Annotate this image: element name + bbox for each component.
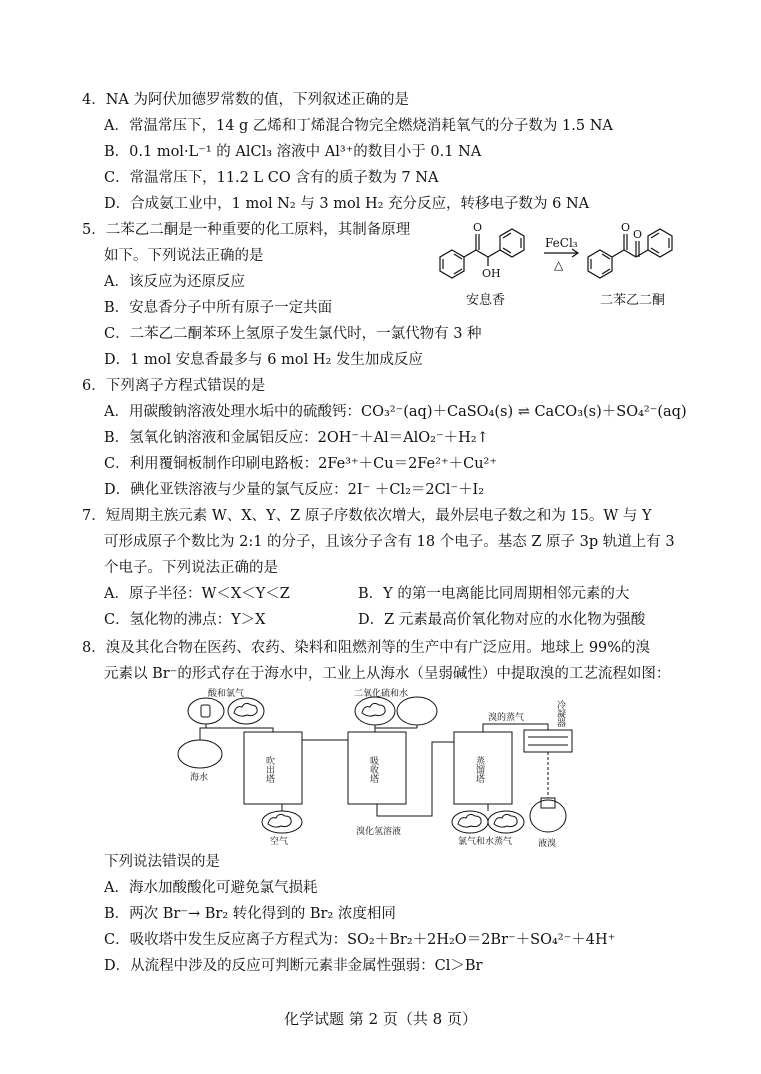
q5-option-d: D．1 mol 安息香最多与 6 mol H₂ 发生加成反应 [104,352,423,368]
reactant-name: 安息香 [466,293,506,308]
label-distill-tower: 蒸馏塔 [474,756,484,783]
q4-option-b: B．0.1 mol·L⁻¹ 的 AlCl₃ 溶液中 Al³⁺的数目小于 0.1 NA [104,144,482,160]
q4-option-a: A．常温常压下，14 g 乙烯和丁烯混合物完全燃烧消耗氧气的分子数为 1.5 NA [104,118,613,134]
label-hbr-solution: 溴化氢溶液 [356,827,402,837]
heat-condition: △ [554,258,564,272]
q7-stem-line2: 可形成原子个数比为 2:1 的分子，且该分子含有 18 个电子。基态 Z 原子 3p 轨道上有 3 [104,534,675,550]
arrow-vapor-to-condenser [483,724,548,732]
label-seawater: 海水 [190,773,209,783]
label-absorb-tower: 吸收塔 [368,756,378,783]
so2-oval [355,697,395,725]
label-air: 空气 [270,837,289,847]
label-acid-chlorine: 酸和氯气 [208,689,245,699]
q7-option-d: D．Z 元素最高价氧化物对应的水化物为强酸 [358,612,646,628]
q5-option-b: B．安息香分子中所有原子一定共面 [104,300,333,316]
benzene-ring-left [440,250,464,278]
q8-stem-line3: 下列说法错误的是 [104,854,220,870]
benzil-o-label-2: O [633,228,643,241]
benzoin-o-label: O [473,221,483,234]
label-blowout-tower: 吹出塔 [264,756,274,783]
condenser-box [524,730,572,752]
q5-option-a: A．该反应为还原反应 [104,274,245,290]
seawater-oval [178,740,222,768]
q8-stem-line2: 元素以 Br⁻的形式存在于海水中，工业上从海水（呈弱碱性）中提取溴的工艺流程如图： [104,666,671,682]
bromine-extraction-flowchart [170,684,580,852]
label-so2-water: 二氧化硫和水 [354,689,409,699]
label-bromine-vapor: 溴的蒸气 [488,713,525,723]
q7-option-c: C．氢化物的沸点：Y＞X [104,612,266,628]
q8-stem-line1: 8．溴及其化合物在医药、农药、染料和阻燃剂等的生产中有广泛应用。地球上 99%的溴 [82,640,651,656]
q4-option-d: D．合成氨工业中，1 mol N₂ 与 3 mol H₂ 充分反应，转移电子数为 6 NA [104,196,590,212]
label-condenser: 冷凝器 [555,700,565,727]
q8-option-c: C．吸收塔中发生反应离子方程式为：SO₂＋Br₂＋2H₂O＝2Br⁻＋SO₄²⁻＋4H⁺ [104,932,616,948]
q8-option-a: A．海水加酸酸化可避免氯气损耗 [104,880,318,896]
q7-option-a: A．原子半径：W＜X＜Y＜Z [104,586,290,602]
q8-option-b: B．两次 Br⁻→ Br₂ 转化得到的 Br₂ 浓度相同 [104,906,396,922]
acid-oval [188,698,224,724]
water-oval [397,697,437,725]
q5-stem-line2: 如下。下列说法正确的是 [104,248,264,264]
q7-stem-line1: 7．短周期主族元素 W、X、Y、Z 原子序数依次增大，最外层电子数之和为 15。W 与 Y [82,508,652,524]
chlorine-oval [228,698,264,724]
q7-stem-line3: 个电子。下列说法正确的是 [104,560,278,576]
q5-option-c: C．二苯乙二酮苯环上氢原子发生氯代时，一氯代物有 3 种 [104,326,482,342]
q6-option-a: A．用碳酸钠溶液处理水垢中的硫酸钙：CO₃²⁻(aq)＋CaSO₄(s) ⇌ CaCO₃(s)＋SO₄²⁻(aq) [104,404,687,420]
q6-stem: 6．下列离子方程式错误的是 [82,378,266,394]
q6-option-b: B．氢氧化钠溶液和金属铝反应：2OH⁻＋Al＝AlO₂⁻＋H₂↑ [104,430,489,446]
liquid-bromine-flask [530,800,566,832]
q5-stem-line1: 5．二苯乙二酮是一种重要的化工原料，其制备原理 [82,222,411,238]
benzil-o-label-1: O [621,221,631,234]
label-liquid-bromine: 液溴 [538,839,557,849]
q7-option-b: B．Y 的第一电离能比同周期相邻元素的大 [358,586,630,602]
q8-option-d: D．从流程中涉及的反应可判断元素非金属性强弱：Cl＞Br [104,958,483,974]
benzoin-oh-label: OH [482,267,501,280]
q6-option-c: C．利用覆铜板制作印刷电路板：2Fe³⁺＋Cu＝2Fe²⁺＋Cu²⁺ [104,456,498,472]
q4-stem: 4．NA 为阿伏加德罗常数的值，下列叙述正确的是 [82,92,409,108]
page-footer: 化学试题 第 2 页（共 8 页） [284,1010,477,1028]
benzoin-oxidation-scheme [428,218,688,310]
q6-option-d: D．碘化亚铁溶液与少量的氯气反应：2I⁻ ＋Cl₂＝2Cl⁻＋I₂ [104,482,485,498]
arrow-seawater-to-blowout [200,728,273,740]
product-name: 二苯乙二酮 [600,293,666,308]
label-cl2-steam: 氯气和水蒸气 [458,837,513,847]
q4-option-c: C．常温常压下，11.2 L CO 含有的质子数为 7 NA [104,170,439,186]
arrow-absorb-to-distill [377,742,454,816]
reagent-label: FeCl₃ [545,236,578,250]
